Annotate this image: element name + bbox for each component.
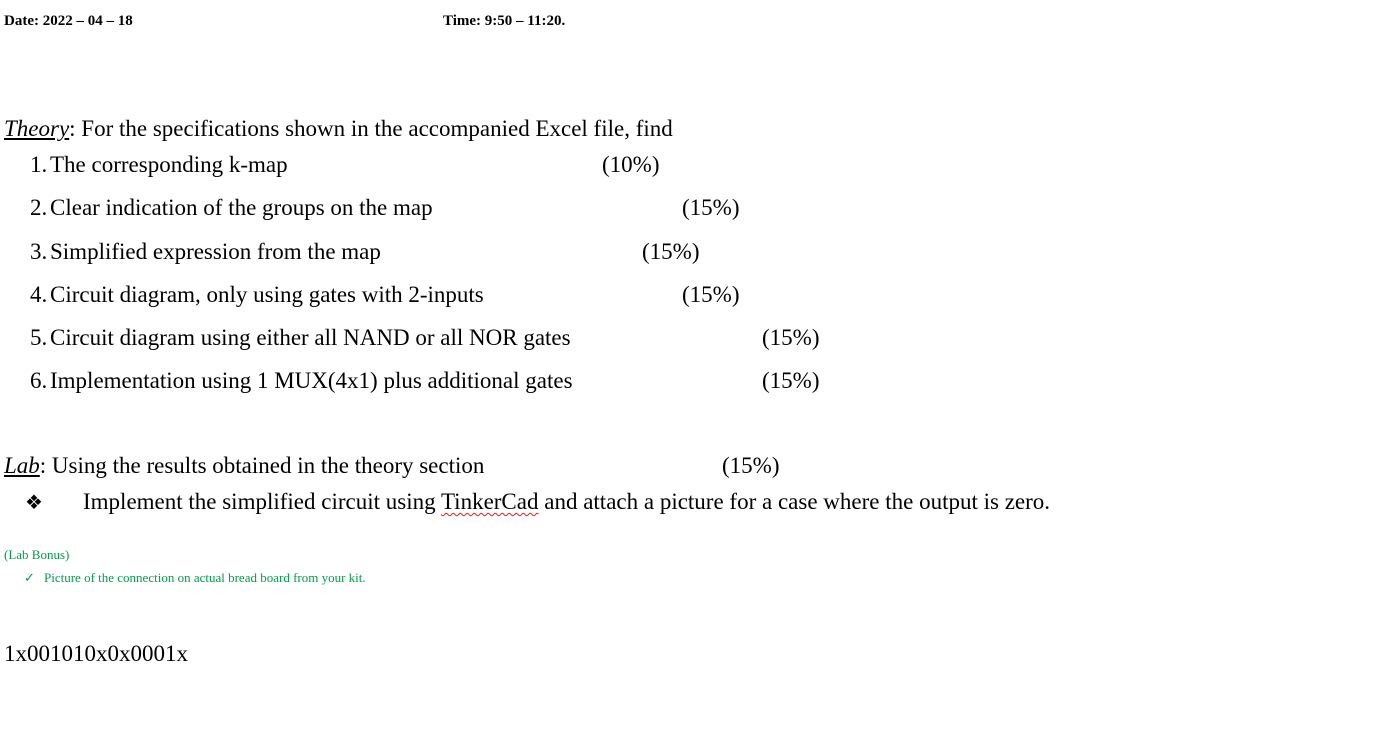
lab-heading <box>0 453 900 483</box>
theory-intro: : For the specifications shown in the accompanied Excel file, find <box>69 116 673 141</box>
lab-bullet-text-start: Implement the simplified circuit using <box>83 489 441 514</box>
lab-bullet-text-end: and attach a picture for a case where the output is zero. <box>538 489 1051 514</box>
theory-item-4 <box>0 282 900 312</box>
item-number: 3. <box>30 239 48 264</box>
item-text: Circuit diagram, only using gates with 2-inputs <box>50 282 484 307</box>
theory-label: Theory <box>4 116 70 141</box>
theory-item-3 <box>0 239 900 269</box>
item-number: 2. <box>30 195 48 220</box>
item-percent: (15%) <box>762 325 820 350</box>
item-number: 5. <box>30 325 48 350</box>
lab-bonus-text: Picture of the connection on actual bread board from your kit. <box>44 570 366 585</box>
theory-item-1 <box>0 152 900 182</box>
item-percent: (15%) <box>762 368 820 393</box>
header-date: Date: 2022 – 04 – 18 <box>4 13 133 29</box>
theory-item-5 <box>0 325 900 355</box>
theory-item-6 <box>0 368 900 398</box>
item-text: Clear indication of the groups on the map <box>50 195 433 220</box>
checkmark-icon: ✓ <box>24 570 35 585</box>
header-time: Time: 9:50 – 11:20. <box>443 13 566 29</box>
truth-sequence: 1x001010x0x0001x <box>4 641 188 666</box>
theory-heading <box>4 116 673 142</box>
item-number: 1. <box>30 152 48 177</box>
lab-bonus-item <box>0 570 500 588</box>
item-percent: (15%) <box>682 195 740 220</box>
lab-bullet-text <box>83 489 1050 515</box>
lab-intro: : Using the results obtained in the theory section <box>39 453 485 478</box>
lab-label: Lab <box>4 453 40 478</box>
lab-heading-text <box>4 453 484 479</box>
item-text: Simplified expression from the map <box>50 239 381 264</box>
item-number: 4. <box>30 282 48 307</box>
item-text: The corresponding k-map <box>50 152 288 177</box>
item-percent: (10%) <box>602 152 660 177</box>
item-percent: (15%) <box>682 282 740 307</box>
item-text: Implementation using 1 MUX(4x1) plus additional gates <box>50 368 573 393</box>
item-text: Circuit diagram using either all NAND or all NOR gates <box>50 325 571 350</box>
item-percent: (15%) <box>642 239 700 264</box>
item-number: 6. <box>30 368 48 393</box>
theory-item-2 <box>0 195 900 225</box>
diamond-bullet-icon: ❖ <box>25 492 43 514</box>
spellcheck-flagged-word[interactable]: TinkerCad <box>440 489 539 514</box>
lab-bonus-title: (Lab Bonus) <box>4 547 70 562</box>
lab-bullet-item <box>0 489 1200 519</box>
lab-percent: (15%) <box>722 453 780 478</box>
